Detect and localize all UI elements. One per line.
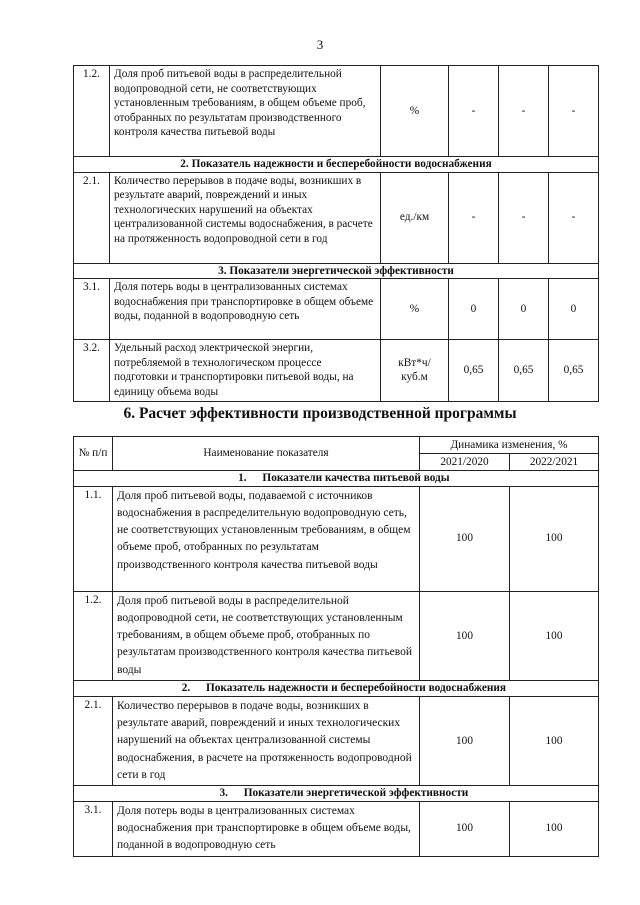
unit-cell: кВт*ч/ куб.м [381,340,449,401]
unit-cell: % [381,279,449,340]
indicator-name: Доля проб питьевой воды в распределительной водопроводной сети, не соответствующих установленным требованиям, в общем объеме проб, отобранных по результатам производственного контроля качества питьевой воды [113,591,420,680]
value-cell: 100 [510,801,599,856]
col-dynamics-header: Динамика изменения, % [420,437,599,454]
table-row [74,591,599,680]
row-number: 2.1. [74,696,113,785]
value-cell: 100 [420,486,510,591]
row-number: 3.2. [74,340,110,401]
indicators-table [73,65,599,402]
header-row [74,437,599,454]
section-heading: 6. Расчет эффективности производственной программы [123,405,517,422]
table-row [74,66,599,157]
section-label: Показатели энергетической эффективности [243,787,469,800]
indicator-name: Удельный расход электрической энергии, потребляемой в технологическом процессе подготовки и транспортировки питьевой воды, на единицу объема воды [110,340,381,401]
value-cell: - [499,172,549,263]
section-label: Показатель надежности и бесперебойности водоснабжения [205,682,507,695]
value-cell: 100 [420,801,510,856]
section-header-row [74,786,599,802]
value-cell: 0,65 [449,340,499,401]
col-number-header: № п/п [74,437,113,471]
row-number: 3.1. [74,279,110,340]
value-cell: 100 [510,591,599,680]
table-row [74,696,599,785]
value-cell: 0 [499,279,549,340]
table-row [74,801,599,856]
row-number: 1.2. [74,66,110,157]
section-number: 3. [219,787,228,800]
unit-cell: ед./км [381,172,449,263]
value-cell: 100 [510,486,599,591]
value-cell: - [449,66,499,157]
section-header-row [74,157,599,173]
section-label: Показатели качества питьевой воды [262,472,450,484]
table-row [74,486,599,591]
section-number: 1. [238,472,247,484]
section-title: 3. Показатели энергетической эффективности [74,263,599,279]
section-title [74,786,599,802]
table-row [74,279,599,340]
section-title [74,471,599,487]
value-cell: - [449,172,499,263]
year-header: 2021/2020 [420,454,510,471]
section-header-row [74,263,599,279]
indicator-name: Доля проб питьевой воды, подаваемой с источников водоснабжения в распределительную водопроводную сеть, не соответствующих установленным требованиям, в общем объеме проб, отобранных по результатам производственного контроля качества питьевой воды [113,486,420,591]
row-number: 1.2. [74,591,113,680]
value-cell: 0,65 [499,340,549,401]
section-header-row [74,681,599,697]
indicator-name: Доля потерь воды в централизованных системах водоснабжения при транспортировке в общем объеме воды, поданной в водопроводную сеть [113,801,420,856]
value-cell: 0,65 [549,340,599,401]
indicator-name: Количество перерывов в подаче воды, возникших в результате аварий, повреждений и иных технологических нарушений на объектах централизованной системы водоснабжения, в расчете на протяженность водопроводной сети в год [110,172,381,263]
value-cell: - [549,172,599,263]
efficiency-table [73,436,599,857]
indicator-name: Доля проб питьевой воды в распределительной водопроводной сети, не соответствующих установленным требованиям, в общем объеме проб, отобранных по результатам производственного контроля качества питьевой воды [110,66,381,157]
value-cell: 0 [549,279,599,340]
value-cell: 100 [420,591,510,680]
page-number: 3 [316,37,324,52]
table-row [74,172,599,263]
section-title: 2. Показатель надежности и бесперебойности водоснабжения [74,157,599,173]
year-header: 2022/2021 [510,454,599,471]
col-name-header: Наименование показателя [113,437,420,471]
row-number: 1.1. [74,486,113,591]
value-cell: - [499,66,549,157]
row-number: 2.1. [74,172,110,263]
value-cell: - [549,66,599,157]
indicator-name: Доля потерь воды в централизованных системах водоснабжения при транспортировке в общем объеме воды, поданной в водопроводную сеть [110,279,381,340]
indicator-name: Количество перерывов в подаче воды, возникших в результате аварий, повреждений и иных технологических нарушений на объектах централизованной системы водоснабжения, в расчете на протяженность водопроводной сети в год [113,696,420,785]
row-number: 3.1. [74,801,113,856]
section-number: 2. [181,682,191,695]
unit-cell: % [381,66,449,157]
table-row [74,340,599,401]
value-cell: 100 [420,696,510,785]
value-cell: 100 [510,696,599,785]
value-cell: 0 [449,279,499,340]
section-header-row [74,471,599,487]
section-title [74,681,599,697]
